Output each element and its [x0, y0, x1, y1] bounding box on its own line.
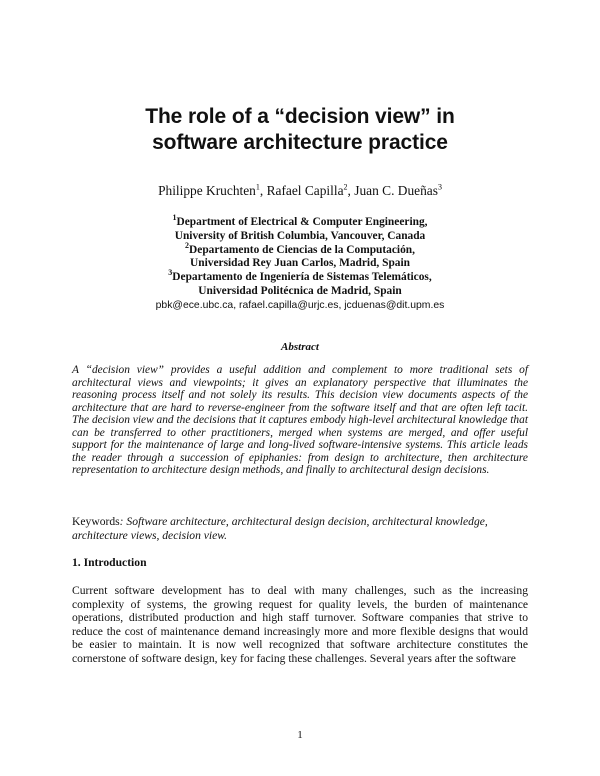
abstract-heading: Abstract [281, 341, 319, 353]
affiliation-line [0, 268, 600, 285]
title-line-2: software architecture practice [152, 131, 448, 154]
author-emails: pbk@ece.ubc.ca, rafael.capilla@urjc.es, jcduenas@dit.upm.es [155, 299, 445, 311]
affiliation-line: University of British Columbia, Vancouver, Canada [174, 229, 426, 242]
affiliation-line [0, 213, 600, 230]
affiliation-mark: 2 [185, 240, 190, 250]
affiliation-department: Department of Electrical & Computer Engineering, [176, 216, 428, 228]
author-list [0, 183, 600, 199]
affiliation-line [0, 240, 600, 258]
page-number: 1 [297, 729, 303, 741]
author-affiliation-mark: 3 [437, 182, 442, 192]
affiliation-mark: 3 [168, 268, 173, 278]
affiliation-line: Universidad Rey Juan Carlos, Madrid, Spain [190, 257, 410, 270]
author-name: Philippe Kruchten [158, 183, 256, 198]
author-separator: , [347, 183, 355, 198]
author-name: Juan C. Dueñas [354, 183, 438, 198]
author-name: Rafael Capilla [266, 183, 344, 198]
keywords-label: Keywords [72, 515, 120, 528]
introduction-paragraph: Current software development has to deal with many challenges, such as the increasing complexity of systems, the growing request for quality levels, the burden of maintenance operations, distributed production and high staff turnover. Software companies that strive to reduce the cost of maintenance demand increasingly more and more flexible designs that would be easier to maintain. It is now well recognized that software architecture constitutes the cornerstone of software design, key for facing these challenges. Several years after the software [72, 584, 528, 665]
author-separator: , [259, 183, 267, 198]
affiliations [0, 213, 600, 313]
affiliation-mark: 1 [172, 213, 177, 223]
abstract-body: A “decision view” provides a useful addition and complement to more traditional sets of architectural views and viewpoints; it gives an explanatory perspective that illuminates the reasoning process itself and not solely its results. This decision view documents aspects of the architecture that are hard to reverse-engineer from the software itself and that are often left tacit. The decision view and the decisions that it captures embody high-level architectural knowledge that can be transferred to other practitioners, merged when systems are merged, and offer useful support for the maintenance of large and long-lived software-intensive systems. This article leads the reader through a succession of epiphanies: from design to architecture, then architecture representation to architecture design methods, and finally to architectural design decisions. [72, 364, 528, 476]
title-line-1: The role of a “decision view” in [145, 105, 455, 128]
affiliation-department: Departamento de Ingeniería de Sistemas Telemáticos, [172, 271, 432, 284]
affiliation-line: Universidad Politécnica de Madrid, Spain [198, 284, 402, 297]
section-heading-introduction: 1. Introduction [72, 556, 147, 569]
author-affiliation-mark: 1 [255, 182, 260, 192]
author-affiliation-mark: 2 [343, 182, 348, 192]
paper-title [0, 104, 600, 156]
keywords [72, 515, 532, 542]
affiliation-department: Departamento de Ciencias de la Computación, [189, 243, 415, 256]
keywords-text: : Software architecture, architectural design decision, architectural knowledge, architecture views, decision view. [72, 515, 488, 542]
